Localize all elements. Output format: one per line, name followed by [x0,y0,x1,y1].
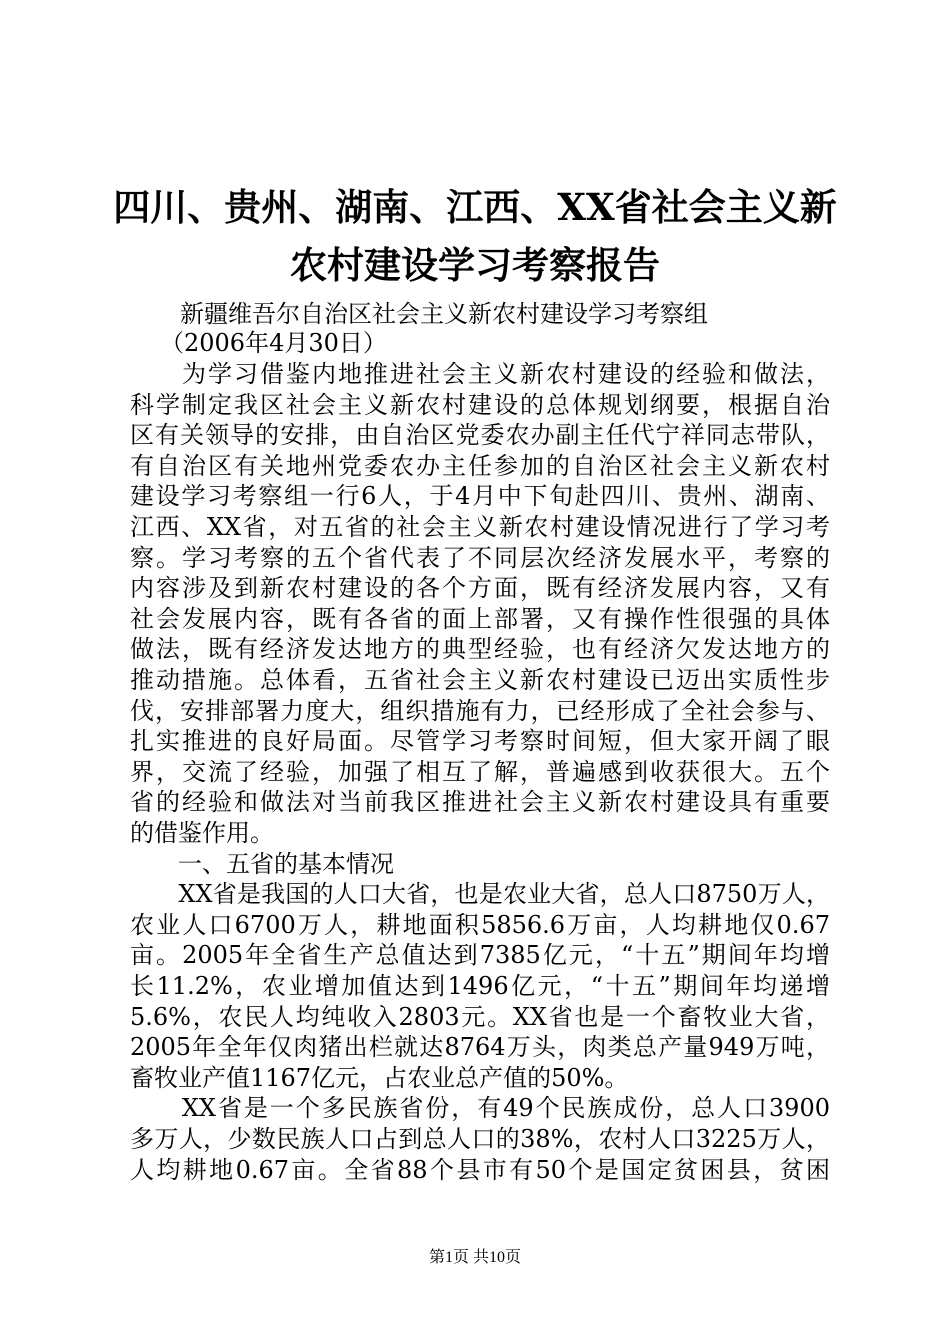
body-text-line: 亩。2005年全省生产总值达到7385亿元，“十五”期间年均增 [130,941,830,970]
body-text-line: 区有关领导的安排，由自治区党委农办副主任代宁祥同志带队， [130,421,830,450]
body-text-line: 省的经验和做法对当前我区推进社会主义新农村建设具有重要 [130,788,830,817]
body-text-line: 察。学习考察的五个省代表了不同层次经济发展水平，考察的 [130,543,830,572]
date-line: （2006年4月30日） [160,329,387,357]
body-text-line: 长11.2%，农业增加值达到1496亿元，“十五”期间年均递增 [130,972,830,1000]
body-text-line: 5.6%，农民人均纯收入2803元。XX省也是一个畜牧业大省， [130,1002,830,1031]
body-text-line: 为学习借鉴内地推进社会主义新农村建设的经验和做法， [130,360,830,388]
document-title-line-2: 农村建设学习考察报告 [290,243,660,287]
body-text-line: 推动措施。总体看，五省社会主义新农村建设已迈出实质性步 [130,666,830,694]
body-text-line: 人均耕地0.67亩。全省88个县市有50个是国定贫困县，贫困 [130,1155,830,1184]
body-text-line: 伐，安排部署力度大，组织措施有力，已经形成了全社会参与、 [130,696,830,725]
body-text-line: 一、五省的基本情况 [130,849,394,878]
body-text-line: XX省是一个多民族省份，有49个民族成份，总人口3900 [130,1094,830,1123]
body-text-line: 的借鉴作用。 [130,819,274,847]
body-text-line: 内容涉及到新农村建设的各个方面，既有经济发展内容，又有 [130,574,830,603]
body-text-line: 畜牧业产值1167亿元，占农业总产值的50%。 [130,1063,629,1092]
document-title-line-1: 四川、贵州、湖南、江西、XX省社会主义新 [113,185,837,229]
body-text-line: 扎实推进的良好局面。尽管学习考察时间短，但大家开阔了眼 [130,727,830,756]
body-text-line: 有自治区有关地州党委农办主任参加的自治区社会主义新农村 [130,451,830,480]
body-text-line: 做法，既有经济发达地方的典型经验，也有经济欠发达地方的 [130,635,830,664]
body-text-line: XX省是我国的人口大省，也是农业大省，总人口8750万人， [130,880,830,909]
body-text-line: 农业人口6700万人，耕地面积5856.6万亩，人均耕地仅0.67 [130,910,830,939]
body-text-line: 江西、XX省，对五省的社会主义新农村建设情况进行了学习考 [130,513,830,541]
body-text-line: 社会发展内容，既有各省的面上部署，又有操作性很强的具体 [130,604,830,633]
body-text-line: 科学制定我区社会主义新农村建设的总体规划纲要，根据自治 [130,390,830,419]
body-text-line: 多万人，少数民族人口占到总人口的38%，农村人口3225万人， [130,1125,830,1153]
author-line: 新疆维吾尔自治区社会主义新农村建设学习考察组 [180,300,708,328]
body-text-line: 2005年全年仅肉猪出栏就达8764万头，肉类总产量949万吨， [130,1033,830,1062]
page-footer: 第1页 共10页 [428,1249,521,1266]
body-text-line: 界，交流了经验，加强了相互了解，普遍感到收获很大。五个 [130,757,830,786]
body-text-line: 建设学习考察组一行6人，于4月中下旬赴四川、贵州、湖南、 [130,482,830,511]
